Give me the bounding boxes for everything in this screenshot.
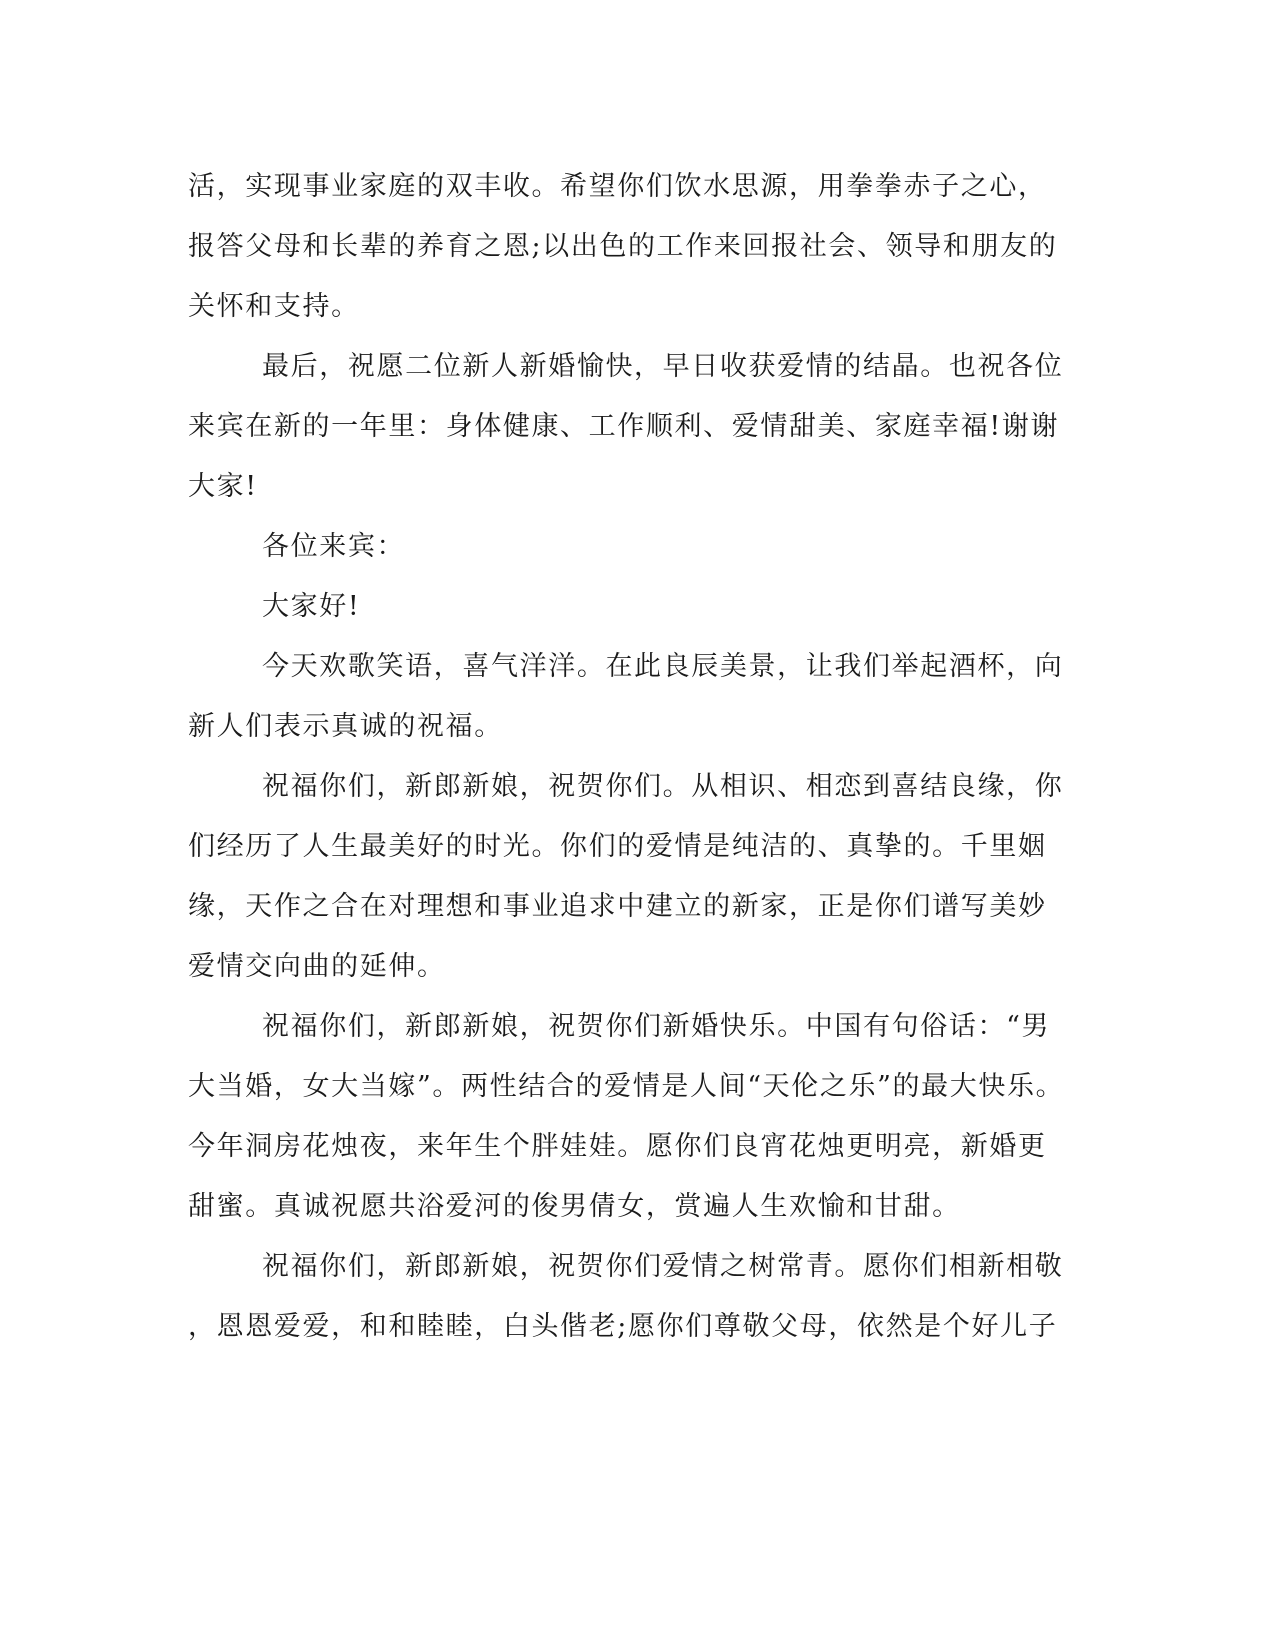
text-line: 最后，祝愿二位新人新婚愉快，早日收获爱情的结晶。也祝各位 xyxy=(262,351,1064,382)
text-line: 关怀和支持。 xyxy=(188,291,360,322)
text-line: 今年洞房花烛夜，来年生个胖娃娃。愿你们良宵花烛更明亮，新婚更 xyxy=(188,1131,1047,1162)
text-line: 缘，天作之合在对理想和事业追求中建立的新家，正是你们谱写美妙 xyxy=(188,891,1047,922)
text-line: 大家! xyxy=(188,471,258,502)
text-line: ，恩恩爱爱，和和睦睦，白头偕老;愿你们尊敬父母，依然是个好儿子 xyxy=(188,1311,1058,1342)
text-line: 祝福你们，新郎新娘，祝贺你们。从相识、相恋到喜结良缘，你 xyxy=(262,771,1064,802)
text-line: 报答父母和长辈的养育之恩;以出色的工作来回报社会、领导和朋友的 xyxy=(188,231,1058,262)
text-line: 新人们表示真诚的祝福。 xyxy=(188,711,503,742)
text-line: 们经历了人生最美好的时光。你们的爱情是纯洁的、真挚的。千里姻 xyxy=(188,831,1047,862)
document-body xyxy=(188,157,1078,1357)
text-line: 大当婚，女大当嫁”。两性结合的爱情是人间“天伦之乐”的最大快乐。 xyxy=(188,1071,1065,1102)
text-line: 大家好! xyxy=(262,591,361,622)
text-line: 各位来宾： xyxy=(262,531,406,562)
text-line: 甜蜜。真诚祝愿共浴爱河的俊男倩女，赏遍人生欢愉和甘甜。 xyxy=(188,1191,961,1222)
text-line: 今天欢歌笑语，喜气洋洋。在此良辰美景，让我们举起酒杯，向 xyxy=(262,651,1064,682)
text-line: 活，实现事业家庭的双丰收。希望你们饮水思源，用拳拳赤子之心， xyxy=(188,171,1047,202)
text-line: 祝福你们，新郎新娘，祝贺你们新婚快乐。中国有句俗话：“男 xyxy=(262,1011,1051,1042)
text-line: 祝福你们，新郎新娘，祝贺你们爱情之树常青。愿你们相新相敬 xyxy=(262,1251,1064,1282)
text-line: 爱情交向曲的延伸。 xyxy=(188,951,446,982)
text-line: 来宾在新的一年里：身体健康、工作顺利、爱情甜美、家庭幸福!谢谢 xyxy=(188,411,1060,442)
